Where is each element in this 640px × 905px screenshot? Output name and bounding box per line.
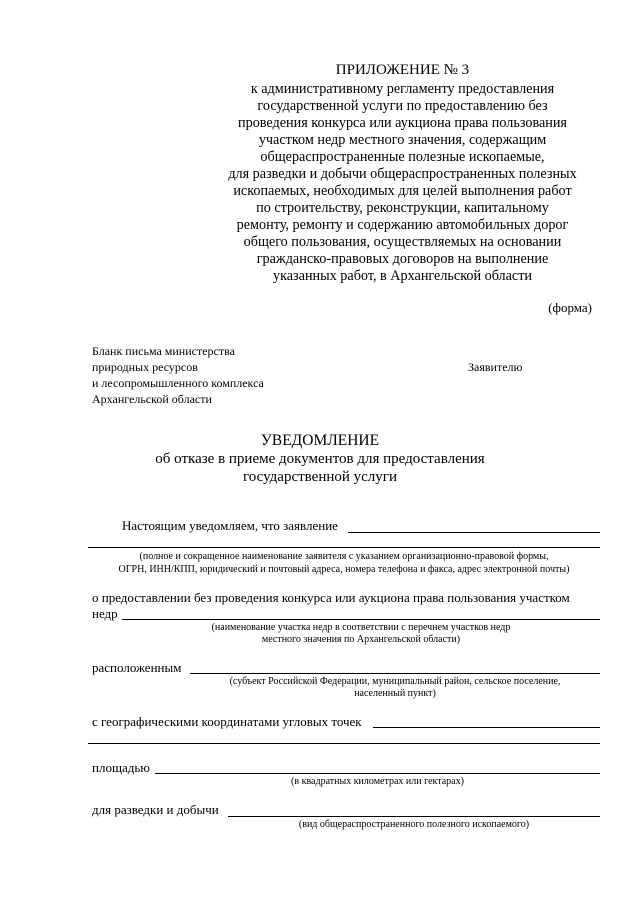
appendix-line: государственной услуги по предоставлению без <box>257 98 548 114</box>
located-caption: населенный пункт) <box>354 688 436 699</box>
subsoil-field[interactable] <box>122 619 600 620</box>
letterhead-line: природных ресурсов <box>92 360 198 374</box>
purpose-field[interactable] <box>228 816 600 817</box>
application-field[interactable] <box>348 532 600 533</box>
appendix-number: ПРИЛОЖЕНИЕ № 3 <box>335 62 470 78</box>
appendix-line: участком недр местного значения, содержащим <box>258 132 547 148</box>
letterhead-line: Бланк письма министерства <box>92 344 235 358</box>
area-field[interactable] <box>155 773 600 774</box>
subsoil-text: о предоставлении без проведения конкурса или аукциона права пользования участком <box>92 590 570 605</box>
subsoil-caption: (наименование участка недр в соответствии с перечнем участков недр <box>211 622 511 633</box>
appendix-line: ископаемых, необходимых для целей выполнения работ <box>233 183 572 199</box>
located-label: расположенным <box>92 660 182 675</box>
title-heading: УВЕДОМЛЕНИЕ <box>260 432 380 449</box>
applicant-caption: ОГРН, ИНН/КПП, юридический и почтовый адреса, номера телефона и факса, адрес электронной почты) <box>118 564 570 575</box>
notice-intro: Настоящим уведомляем, что заявление <box>122 518 338 533</box>
area-label: площадью <box>92 760 150 775</box>
form-label: (форма) <box>548 300 592 315</box>
coords-field[interactable] <box>373 727 600 728</box>
appendix-line: проведения конкурса или аукциона права пользования <box>238 115 567 131</box>
title-line: государственной услуги <box>243 469 397 485</box>
area-caption: (в квадратных километрах или гектарах) <box>291 776 464 787</box>
applicant-field[interactable] <box>88 547 600 548</box>
purpose-label: для разведки и добычи <box>92 802 219 817</box>
appendix-line: по строительству, реконструкции, капитальному <box>256 200 549 216</box>
subsoil-caption: местного значения по Архангельской области) <box>261 634 461 645</box>
appendix-line: ремонту, ремонту и содержанию автомобильных дорог <box>236 217 569 233</box>
coords-label: с географическими координатами угловых точек <box>92 714 362 729</box>
title-line: об отказе в приеме документов для предоставления <box>155 451 485 467</box>
appendix-line: общего пользования, осуществляемых на основании <box>243 234 562 250</box>
letterhead-line: Архангельской области <box>92 392 212 406</box>
located-caption: (субъект Российской Федерации, муниципальный район, сельское поселение, <box>229 676 561 687</box>
letterhead-line: и лесопромышленного комплекса <box>92 376 264 390</box>
appendix-line: к административному регламенту предоставления <box>250 81 555 97</box>
applicant-caption: (полное и сокращенное наименование заявителя с указанием организационно-правовой формы, <box>139 551 549 562</box>
purpose-caption: (вид общераспространенного полезного ископаемого) <box>298 819 530 830</box>
appendix-line: для разведки и добычи общераспространенных полезных <box>228 166 577 182</box>
recipient-label: Заявителю <box>468 360 523 374</box>
subsoil-text: недр <box>92 606 118 621</box>
coords-field-continued[interactable] <box>88 743 600 744</box>
appendix-line: общераспространенные полезные ископаемые, <box>260 149 545 165</box>
located-field[interactable] <box>190 673 600 674</box>
appendix-line: гражданско-правовых договоров на выполнение <box>256 251 549 267</box>
appendix-line: указанных работ, в Архангельской области <box>272 268 533 284</box>
